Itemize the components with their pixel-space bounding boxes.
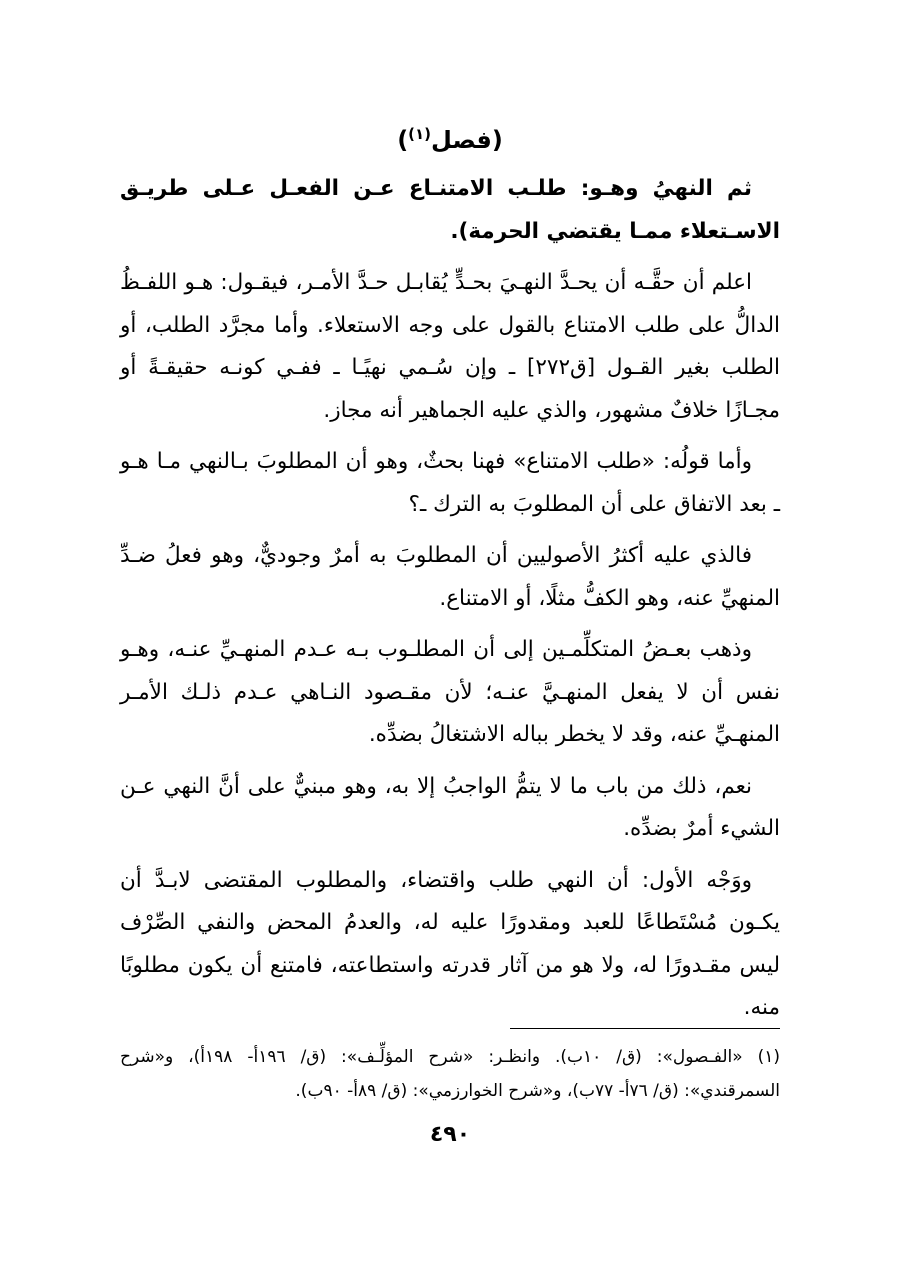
footnote-item: (١) «الفـصول»: (ق/ ١٠ب). وانظـر: «شرح المؤلِّـف»: (ق/ ١٩٦أ- ١٩٨أ)، و«شرح السمرقندي»: (ق/ ٧٦أ- ٧٧ب)، و«شرح الخوارزمي»: (ق/ ٨٩أ- ٩٠ب). xyxy=(120,1047,780,1101)
paragraph: وأما قولُه: «طلب الامتناع» فهنا بحثٌ، وهو أن المطلوبَ بـالنهي مـا هـو ـ بعد الاتفاق على أن المطلوبَ به الترك ـ؟ xyxy=(120,449,780,517)
paragraph: فالذي عليه أكثرُ الأصوليين أن المطلوبَ به أمرٌ وجوديٌّ، وهو فعلُ ضـدِّ المنهيِّ عنه، وهو الكفُّ مثلًا، أو الامتناع. xyxy=(120,543,780,611)
footnotes xyxy=(120,1040,780,1108)
paragraph-matn: ثم النهيُ وهـو: طلـب الامتنـاع عـن الفعـل عـلى طريـق الاسـتعلاء ممـا يقتضي الحرمة). xyxy=(120,176,780,244)
footnote-divider xyxy=(510,1028,780,1029)
section-heading xyxy=(0,116,900,158)
footnote-marker[interactable]: (١) xyxy=(408,125,432,143)
paragraph: نعم، ذلك من باب ما لا يتمُّ الواجبُ إلا به، وهو مبنيٌّ على أنَّ النهي عـن الشيء أمرٌ بضدِّه. xyxy=(120,773,780,841)
paragraph: اعلم أن حقَّـه أن يحـدَّ النهـيَ بحـدٍّ يُقابـل حـدَّ الأمـر، فيقـول: هـو اللفـظُ الدالُّ على طلب الامتناع بالقول على وجه الاستعلاء. وأما مجرَّد الطلب، أو الطلب بغير القـول [ق٢٧٢] ـ وإن سُـمي نهيًـا ـ ففـي كونـه حقيقـةً أو مجـازًا خلافٌ مشهور، والذي عليه الجماهير أنه مجاز. xyxy=(120,270,780,423)
section-heading-title: (فصل xyxy=(431,126,503,154)
section-heading-close: ) xyxy=(397,126,409,154)
main-text xyxy=(120,168,780,1039)
page-number: ٤٩٠ xyxy=(429,1122,471,1147)
paragraph: وذهب بعـضُ المتكلِّمـين إلى أن المطلـوب بـه عـدم المنهـيِّ عنـه، وهـو نفس أن لا يفعل المنهـيَّ عنـه؛ لأن مقـصود النـاهي عـدم ذلـك الأمـر المنهـيِّ عنه، وقد لا يخطر بباله الاشتغالُ بضدِّه. xyxy=(120,637,780,747)
paragraph: ووَجْه الأول: أن النهي طلب واقتضاء، والمطلوب المقتضى لابـدَّ أن يكـون مُسْتَطاعًا للعبد ومقدورًا عليه له، والعدمُ المحض والنفي الصِّرْف ليس مقـدورًا له، ولا هو من آثار قدرته واستطاعته، فامتنع أن يكون مطلوبًا منه. xyxy=(120,867,780,1020)
